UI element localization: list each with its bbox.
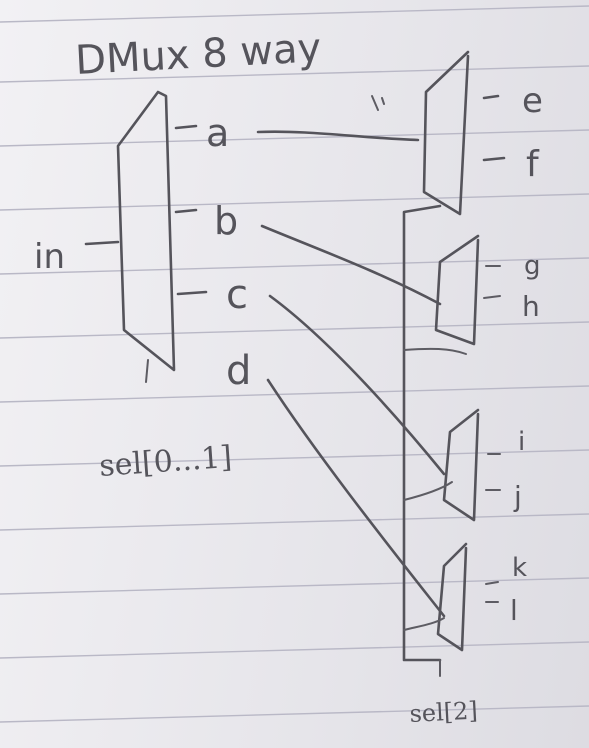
wire-d-to-mux4: [268, 380, 444, 616]
output-b-label: b: [214, 199, 239, 243]
output-i-label: i: [518, 427, 526, 457]
second-stage-dmux-3: [444, 410, 478, 520]
first-stage-dmux-shape: [118, 92, 174, 370]
second-stage-dmux-2: [436, 236, 478, 344]
output-k-dash: [486, 582, 498, 584]
ruled-lines: [0, 6, 589, 722]
second-stage-select-label: sel[2]: [408, 696, 479, 728]
output-c-label: c: [226, 272, 248, 318]
output-h-dash: [484, 296, 500, 298]
wire-a-arrow-mark: [372, 96, 384, 110]
first-stage-sel-stub: [146, 360, 148, 382]
output-h-label: h: [522, 290, 540, 323]
diagram-title: DMux 8 way: [74, 25, 323, 84]
output-d-label: d: [226, 348, 252, 394]
output-a-label: a: [206, 111, 230, 155]
output-k-label: k: [512, 553, 528, 583]
output-f-label: f: [526, 144, 539, 185]
output-g-label: g: [524, 251, 541, 281]
input-label: in: [34, 237, 65, 277]
output-f-dash: [484, 158, 504, 160]
output-e-label: e: [522, 81, 543, 121]
output-j-label: j: [514, 480, 522, 513]
output-a-dash: [176, 126, 196, 128]
wire-c-to-mux3: [270, 296, 444, 474]
output-l-label: l: [510, 594, 518, 627]
output-b-dash: [176, 210, 196, 212]
second-stage-dmux-4: [438, 544, 466, 650]
input-wire: [86, 242, 118, 244]
output-c-dash: [178, 292, 206, 294]
first-stage-select-label: sel[0...1]: [98, 439, 234, 484]
select-bus-tap-2: [404, 349, 466, 354]
output-e-dash: [484, 96, 498, 98]
